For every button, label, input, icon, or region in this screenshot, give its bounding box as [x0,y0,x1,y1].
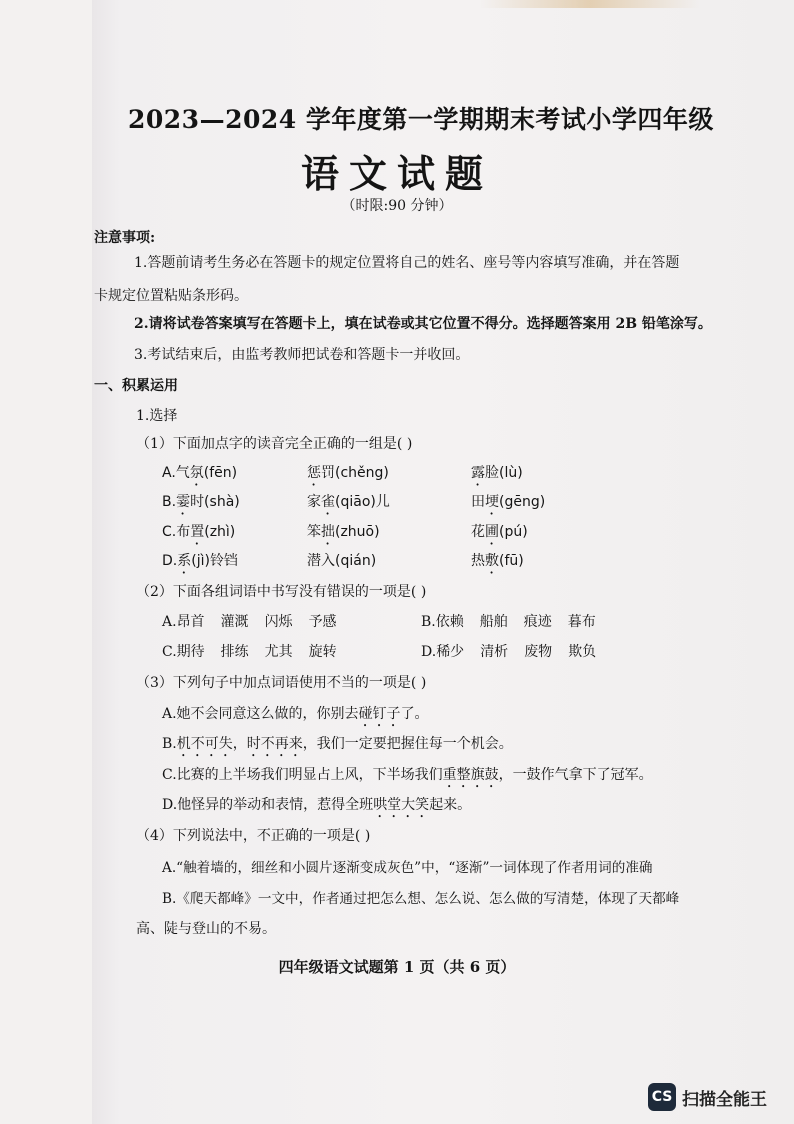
sub4-option-b-line-2: 高、陡与登山的不易。 [136,921,276,937]
option-letter: C. [162,524,177,540]
dotted-phrase: 哄堂大笑 [373,797,430,813]
option-letter: D. [421,644,437,660]
option-letter: B. [162,494,177,510]
word: 废物 [524,644,553,660]
sub1-option-a-word2 [307,462,389,489]
sentence-text: ，一鼓作气拿下了冠军。 [498,767,653,783]
sentence-text: 起来。 [429,797,472,813]
notes-heading: 注意事项: [94,230,156,246]
word: 船舶 [479,614,508,630]
pinyin: (fū) [499,553,524,569]
sub1-option-a [162,462,237,489]
word-text: 潜 [307,553,321,569]
pinyin: (fēn) [203,465,238,481]
word-text: 布 [176,524,191,540]
word: 期待 [176,644,205,660]
dotted-phrase: 碰钉子 [358,706,401,722]
subject-title: 语文试题 [300,151,493,196]
sub3-option-d [162,794,471,821]
sub-question-4-stem: （4）下列说法中，不正确的一项是( ) [136,828,371,844]
word: 昂首 [176,614,205,630]
pinyin: 入(qián) [321,553,377,569]
sub2-option-a [162,611,353,631]
dotted-char: 敷 [485,553,499,569]
pinyin: (zhuō) [335,524,380,540]
word: 闪烁 [264,614,293,630]
pinyin: (zhì) [204,524,236,540]
paper-stain [480,0,700,8]
sub4-option-b-line-1: B.《爬天都峰》一文中，作者通过把怎么想、怎么说、怎么做的写清楚，体现了天都峰 [162,891,680,907]
pinyin: (pú) [499,524,528,540]
option-letter: C. [162,644,177,660]
option-letter: A. [162,465,176,481]
sub1-option-b-word3 [471,491,545,518]
pinyin: 罚(chěng) [321,465,389,481]
dotted-phrase: 重整旗鼓 [442,767,499,783]
pinyin: 时(shà) [190,494,240,510]
word: 痕迹 [523,614,552,630]
note-1-line-1: 1.答题前请考生务必在答题卡的规定位置将自己的姓名、座号等内容填写准确，并在答题 [134,255,680,271]
sub2-option-d [421,641,612,661]
dotted-char: 置 [190,524,205,540]
sub1-option-d-word2 [307,550,376,577]
word: 依赖 [435,614,464,630]
scanner-watermark [648,1083,767,1111]
word: 予感 [308,614,337,630]
word: 尤其 [264,644,293,660]
word: 清析 [480,644,509,660]
option-letter: A. [162,614,177,630]
sentence-text: 了。 [400,706,429,722]
exam-title: 2023—2024 学年度第一学期期末考试小学四年级 [128,105,714,134]
note-3: 3.考试结束后，由监考教师把试卷和答题卡一并收回。 [134,347,470,363]
sentence-text: B. [162,736,177,752]
dotted-char: 系 [177,553,192,569]
sub2-option-c [162,641,353,661]
dotted-char: 霎 [176,494,191,510]
option-letter: D. [162,553,178,569]
word-text: 田 [471,494,485,510]
dotted-char: 氛 [189,465,204,481]
dotted-char: 惩 [307,465,321,481]
sub1-option-c-word3 [471,521,528,548]
sub-question-3-stem: （3）下列句子中加点词语使用不当的一项是( ) [136,675,427,691]
word-text: 花 [471,524,485,540]
page-footer: 四年级语文试题第 1 页（共 6 页） [278,958,516,976]
sentence-text: A.她不会同意这么做的，你别去 [162,706,359,722]
sub3-option-c [162,764,653,791]
sub3-option-b [162,733,513,760]
word: 暮布 [567,614,596,630]
sub-question-2-stem: （2）下面各组词语中书写没有错误的一项是( ) [136,584,427,600]
sub1-option-b [162,491,240,518]
note-1-line-2: 卡规定位置粘贴条形码。 [94,288,248,304]
sub-question-1-stem: （1）下面加点字的读音完全正确的一组是( ) [136,436,413,452]
pinyin: (gēng) [499,494,546,510]
question-1-label: 1.选择 [136,408,178,424]
sub3-option-a [162,703,429,730]
sub2-option-b [421,611,612,631]
option-letter: B. [421,614,436,630]
word-text: 气 [175,465,190,481]
camscanner-logo-icon: CS [648,1083,676,1111]
sub1-option-d-word3 [471,550,524,577]
sub4-option-a: A.“触着墙的，细丝和小圆片逐渐变成灰色”中，“逐渐”一词体现了作者用词的准确 [162,860,653,876]
time-limit: （时限:90 分钟） [341,198,453,214]
sentence-text: ，我们一定要把握住每一个机会。 [302,736,513,752]
pinyin: 脸(lù) [485,465,523,481]
section-1-heading: 一、积累运用 [94,378,178,394]
dotted-char: 雀 [321,494,335,510]
word-text: 笨 [307,524,321,540]
pinyin: (qiāo)儿 [335,494,390,510]
sentence-text: C.比赛的上半场我们明显占上风，下半场我们 [162,767,443,783]
watermark-text: 扫描全能王 [682,1089,767,1110]
word: 灌溉 [220,614,249,630]
word-text: 家 [307,494,321,510]
word: 排练 [220,644,249,660]
dotted-char: 埂 [485,494,499,510]
dotted-phrase: 机不可失，时不再来 [176,736,303,752]
sub1-option-b-word2 [307,491,390,518]
sub1-option-c [162,521,235,548]
sub1-option-a-word3 [471,462,523,489]
word: 稀少 [436,644,465,660]
dotted-char: 圃 [485,524,499,540]
note-2: 2.请将试卷答案填写在答题卡上，填在试卷或其它位置不得分。选择题答案用 2B 铅笔涂写。 [134,316,712,332]
dotted-char: 露 [471,465,485,481]
sub1-option-c-word2 [307,521,380,548]
pinyin: (jì)铃铛 [191,553,238,569]
sub1-option-d [162,550,238,577]
word: 欺负 [568,644,597,660]
word-text: 热 [471,553,485,569]
word: 旋转 [308,644,337,660]
sentence-text: D.他怪异的举动和表情，惹得全班 [162,797,374,813]
dotted-char: 拙 [321,524,335,540]
